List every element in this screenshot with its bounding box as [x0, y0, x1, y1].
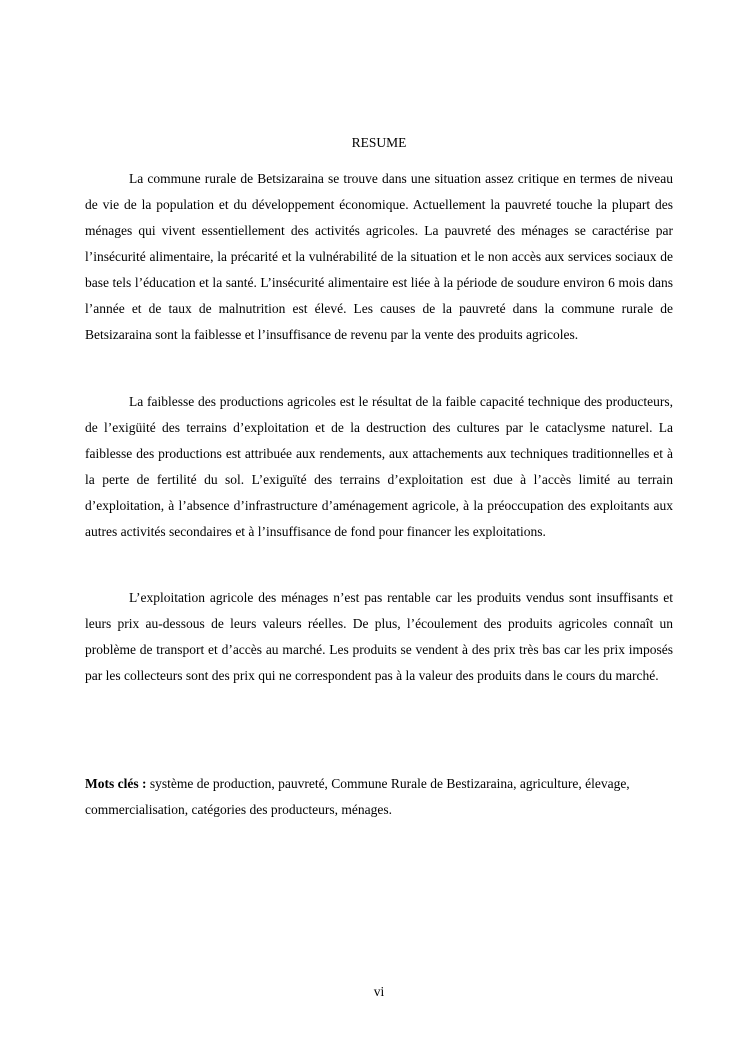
abstract-paragraph-3: L’exploitation agricole des ménages n’est pas rentable car les produits vendus sont insuffisants et leurs prix au-dessous de leurs valeurs réelles. De plus, l’écoulement des produits agricoles connaît un problème de transport et d’accès au marché. Les produits se vendent à des prix très bas car les prix imposés par les collecteurs sont des prix qui ne correspondent pas à la valeur des produits dans le cours du marché. [85, 590, 673, 683]
keywords-label: Mots clés : [85, 776, 147, 791]
keywords-text: système de production, pauvreté, Commune Rurale de Bestizaraina, agriculture, élevage, commercialisation, catégories des producteurs, ménages. [85, 776, 630, 817]
abstract-paragraph-1: La commune rurale de Betsizaraina se trouve dans une situation assez critique en termes de niveau de vie de la population et du développement économique. Actuellement la pauvreté touche la plupart des ménages qui vivent essentiellement des activités agricoles. La pauvreté des ménages se caractérise par l’insécurité alimentaire, la précarité et la vulnérabilité de la situation et le non accès aux services sociaux de base tels l’éducation et la santé. L’insécurité alimentaire est liée à la période de soudure environ 6 mois dans l’année et de taux de malnutrition est élevé. Les causes de la pauvreté dans la commune rurale de Betsizaraina sont la faiblesse et l’insuffisance de revenu par la vente des produits agricoles. [85, 171, 673, 342]
keywords-block [85, 771, 673, 823]
abstract-paragraph-2: La faiblesse des productions agricoles est le résultat de la faible capacité technique des producteurs, de l’exigüité des terrains d’exploitation et de la destruction des cultures par le cataclysme naturel. La faiblesse des productions est attribuée aux rendements, aux attachements aux techniques traditionnelles et à la perte de fertilité du sol. L’exiguïté des terrains d’exploitation est due à l’accès limité au terrain d’exploitation, à l’absence d’infrastructure d’aménagement agricole, à la préoccupation des exploitants aux autres activités secondaires et à l’insuffisance de fond pour financer les exploitations. [85, 394, 673, 539]
page-title: RESUME [351, 135, 407, 150]
page-number: vi [373, 984, 385, 999]
